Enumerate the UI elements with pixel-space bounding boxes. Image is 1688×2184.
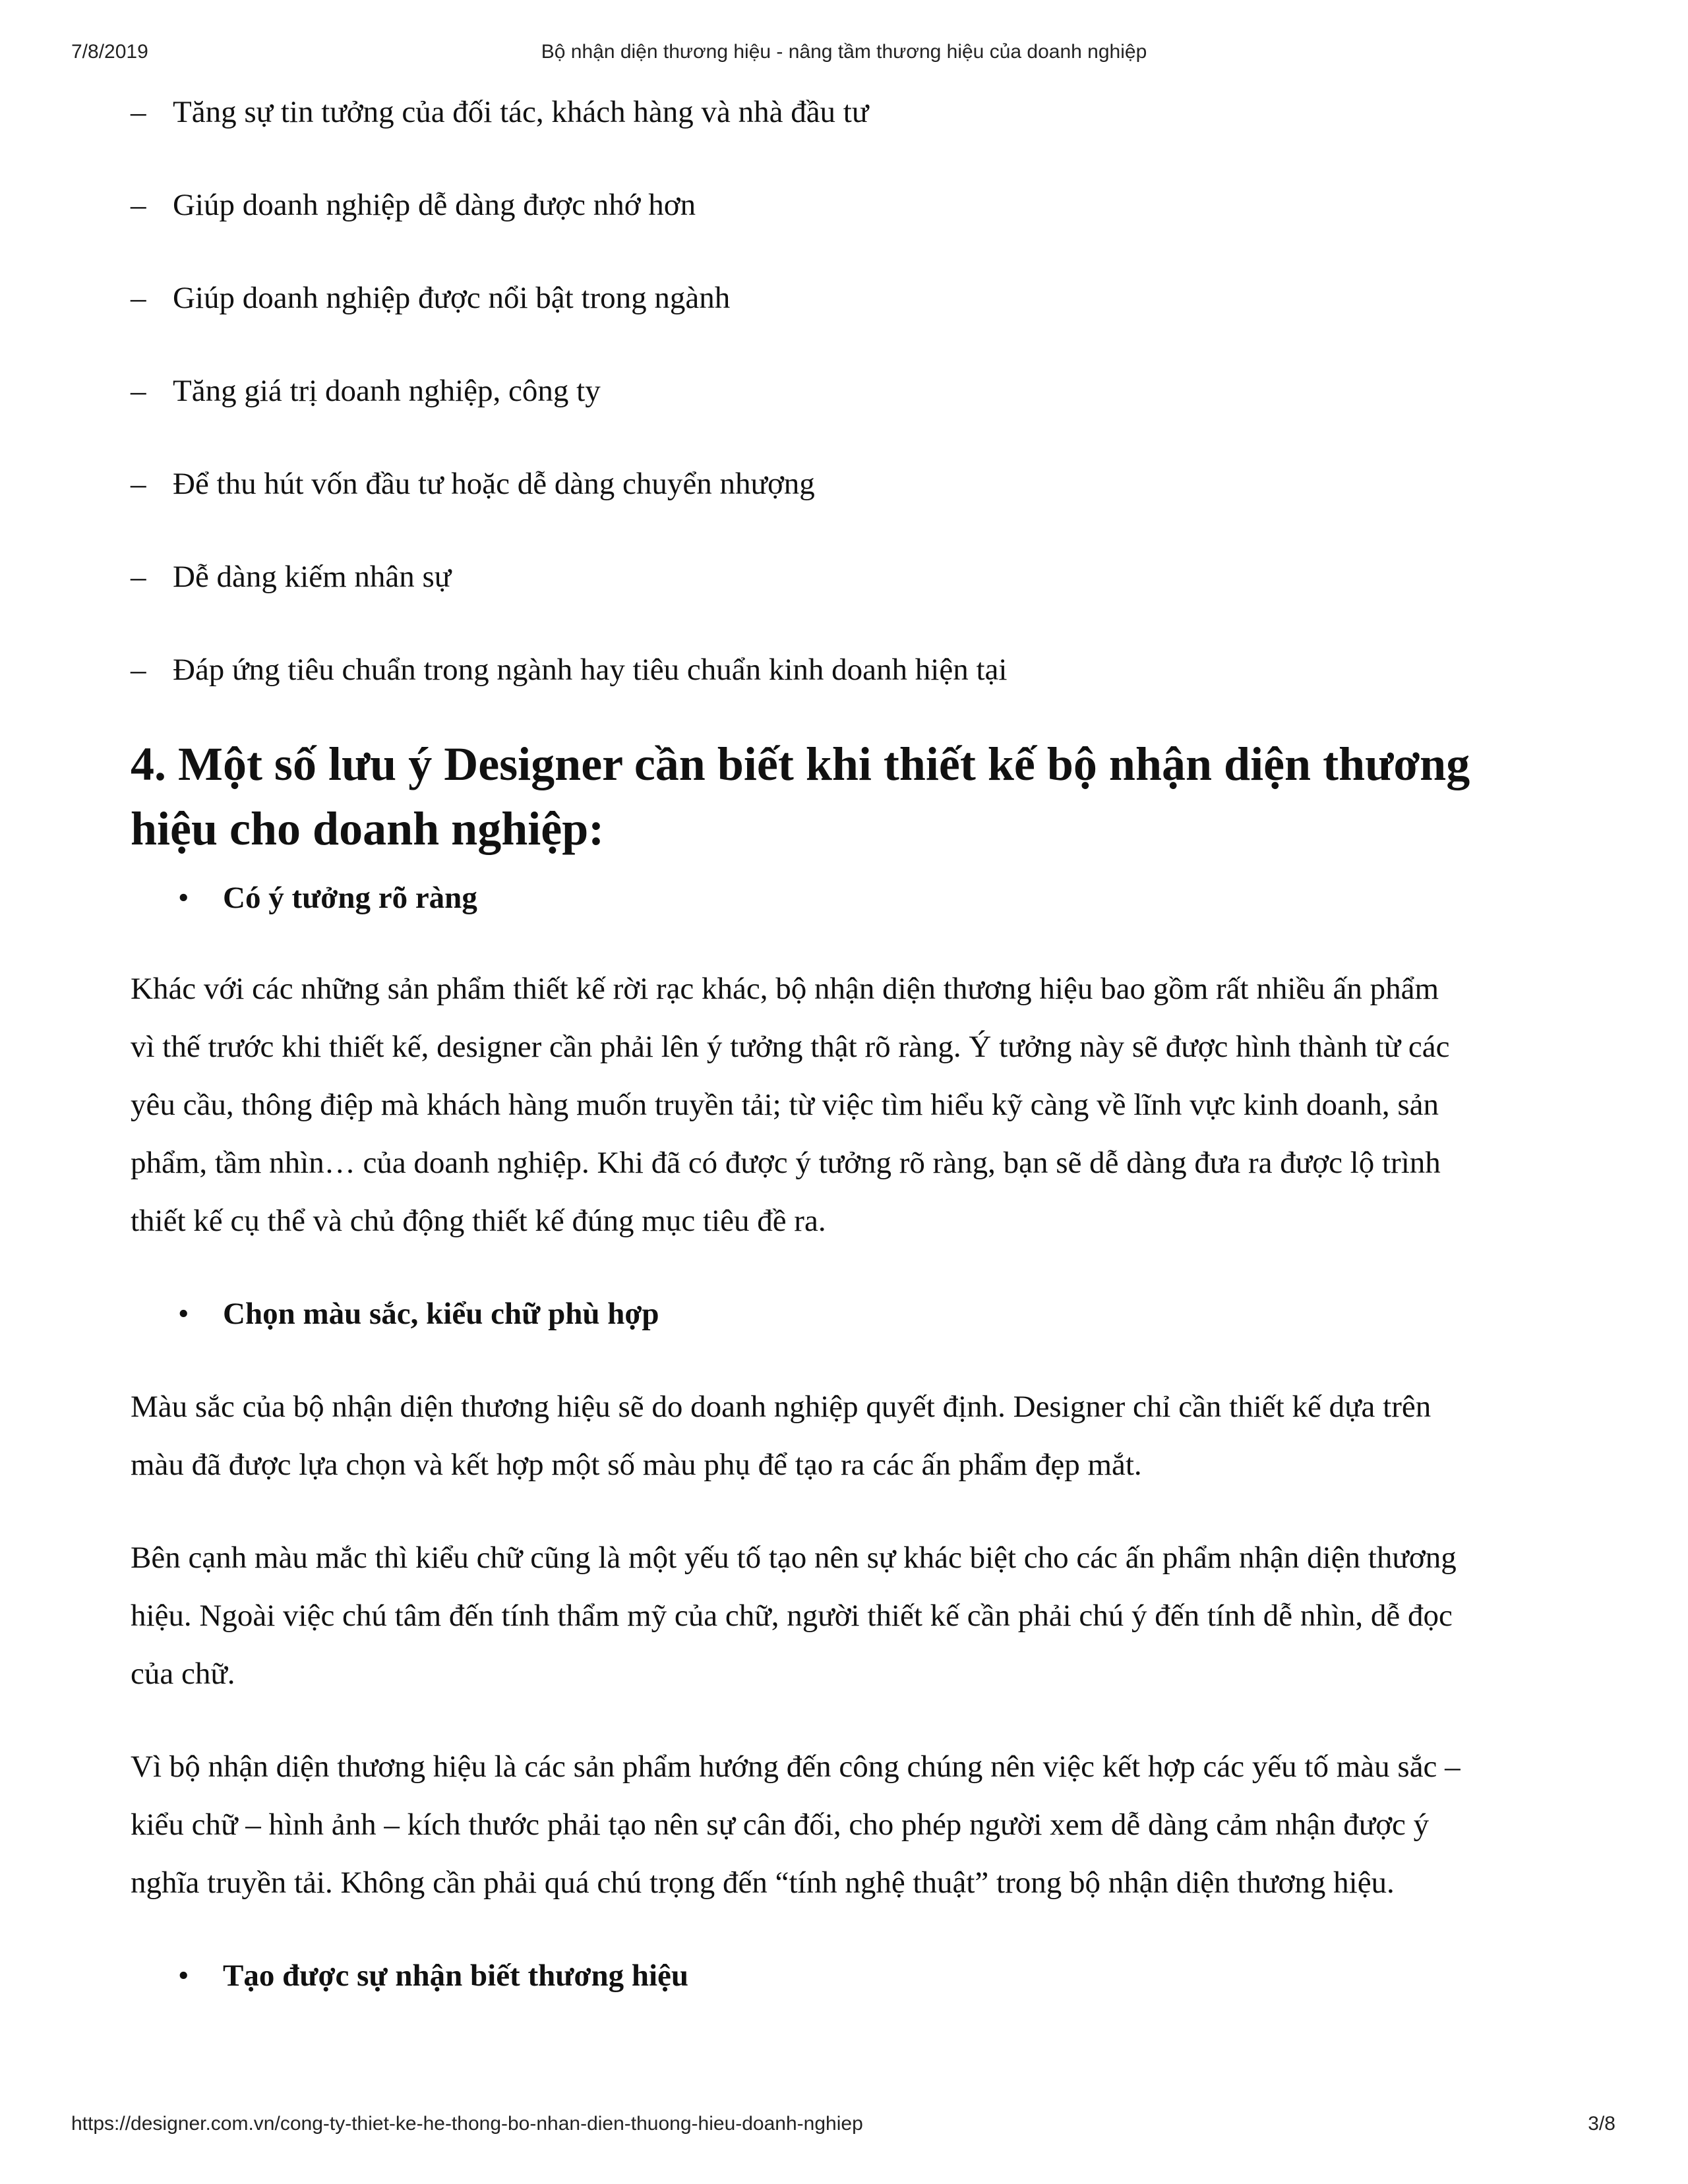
paragraph (131, 960, 1568, 1250)
list-item (131, 83, 1568, 141)
dash-marker: – (131, 560, 146, 594)
page-url[interactable]: https://designer.com.vn/cong-ty-thiet-ke-he-thong-bo-nhan-dien-thuong-hieu-doanh-nghiep (71, 2113, 863, 2135)
list-item (131, 641, 1568, 699)
article-content (131, 83, 1568, 2005)
section-heading (131, 732, 1568, 861)
tip-heading-text: Có ý tưởng rõ ràng (223, 881, 477, 915)
dash-marker: – (131, 467, 146, 501)
paragraph (131, 1738, 1568, 1912)
list-item (131, 548, 1568, 606)
list-item-text: Dễ dàng kiếm nhân sự (173, 560, 452, 594)
print-date: 7/8/2019 (71, 41, 148, 63)
print-page-title: Bộ nhận diện thương hiệu - nâng tầm thương hiệu của doanh nghiệp (541, 41, 1147, 63)
list-item (131, 269, 1568, 327)
list-item (131, 362, 1568, 420)
dash-marker: – (131, 653, 146, 687)
dash-marker: – (131, 95, 146, 129)
benefit-list (131, 83, 1568, 699)
tip-heading (131, 1285, 1568, 1343)
dash-marker: – (131, 188, 146, 222)
paragraph (131, 1378, 1568, 1494)
dash-marker: – (131, 374, 146, 408)
paragraph-line: Khác với các những sản phẩm thiết kế rời rạc khác, bộ nhận diện thương hiệu bao gồm rất nhiều ấn phẩm (131, 972, 1439, 1006)
list-item-text: Giúp doanh nghiệp được nổi bật trong ngành (173, 281, 731, 315)
tip-heading-text: Chọn màu sắc, kiểu chữ phù hợp (223, 1297, 659, 1331)
bullet-marker: • (178, 881, 189, 915)
paragraph-line: Vì bộ nhận diện thương hiệu là các sản phẩm hướng đến công chúng nên việc kết hợp các yếu tố màu sắc – (131, 1750, 1461, 1784)
paragraph-line: nghĩa truyền tải. Không cần phải quá chú trọng đến “tính nghệ thuật” trong bộ nhận diện thương hiệu. (131, 1866, 1395, 1900)
page-number: 3/8 (1588, 2113, 1615, 2135)
paragraph-line: của chữ. (131, 1657, 235, 1691)
paragraph-line: yêu cầu, thông điệp mà khách hàng muốn truyền tải; từ việc tìm hiểu kỹ càng về lĩnh vực kinh doanh, sản (131, 1088, 1439, 1122)
paragraph (131, 1529, 1568, 1703)
print-footer (0, 2113, 1688, 2142)
paragraph-line: vì thế trước khi thiết kế, designer cần phải lên ý tưởng thật rõ ràng. Ý tưởng này sẽ được hình thành từ các (131, 1030, 1450, 1064)
list-item (131, 455, 1568, 513)
list-item-text: Giúp doanh nghiệp dễ dàng được nhớ hơn (173, 188, 696, 222)
section-heading-line: 4. Một số lưu ý Designer cần biết khi thiết kế bộ nhận diện thương (131, 738, 1470, 790)
paragraph-line: hiệu. Ngoài việc chú tâm đến tính thẩm mỹ của chữ, người thiết kế cần phải chú ý đến tính dễ nhìn, dễ đọc (131, 1599, 1453, 1633)
bullet-marker: • (178, 1959, 189, 1993)
paragraph-line: thiết kế cụ thể và chủ động thiết kế đúng mục tiêu đề ra. (131, 1204, 826, 1238)
paragraph-line: Màu sắc của bộ nhận diện thương hiệu sẽ do doanh nghiệp quyết định. Designer chỉ cần thiết kế dựa trên (131, 1390, 1432, 1424)
section-heading-line: hiệu cho doanh nghiệp: (131, 802, 605, 855)
list-item-text: Tăng sự tin tưởng của đối tác, khách hàng và nhà đầu tư (173, 95, 869, 129)
bullet-marker: • (178, 1297, 189, 1331)
paragraph-line: kiểu chữ – hình ảnh – kích thước phải tạo nên sự cân đối, cho phép người xem dễ dàng cảm nhận được ý (131, 1808, 1430, 1842)
tip-heading (131, 869, 1568, 927)
list-item (131, 176, 1568, 234)
print-header (0, 41, 1688, 70)
tip-heading-text: Tạo được sự nhận biết thương hiệu (223, 1959, 689, 1993)
paragraph-line: phẩm, tầm nhìn… của doanh nghiệp. Khi đã có được ý tưởng rõ ràng, bạn sẽ dễ dàng đưa ra được lộ trình (131, 1146, 1441, 1180)
tip-heading (131, 1947, 1568, 2005)
dash-marker: – (131, 281, 146, 315)
list-item-text: Đáp ứng tiêu chuẩn trong ngành hay tiêu chuẩn kinh doanh hiện tại (173, 653, 1008, 687)
paragraph-line: Bên cạnh màu mắc thì kiểu chữ cũng là một yếu tố tạo nên sự khác biệt cho các ấn phẩm nhận diện thương (131, 1541, 1457, 1575)
list-item-text: Để thu hút vốn đầu tư hoặc dễ dàng chuyển nhượng (173, 467, 815, 501)
paragraph-line: màu đã được lựa chọn và kết hợp một số màu phụ để tạo ra các ấn phẩm đẹp mắt. (131, 1448, 1142, 1482)
list-item-text: Tăng giá trị doanh nghiệp, công ty (173, 374, 601, 408)
